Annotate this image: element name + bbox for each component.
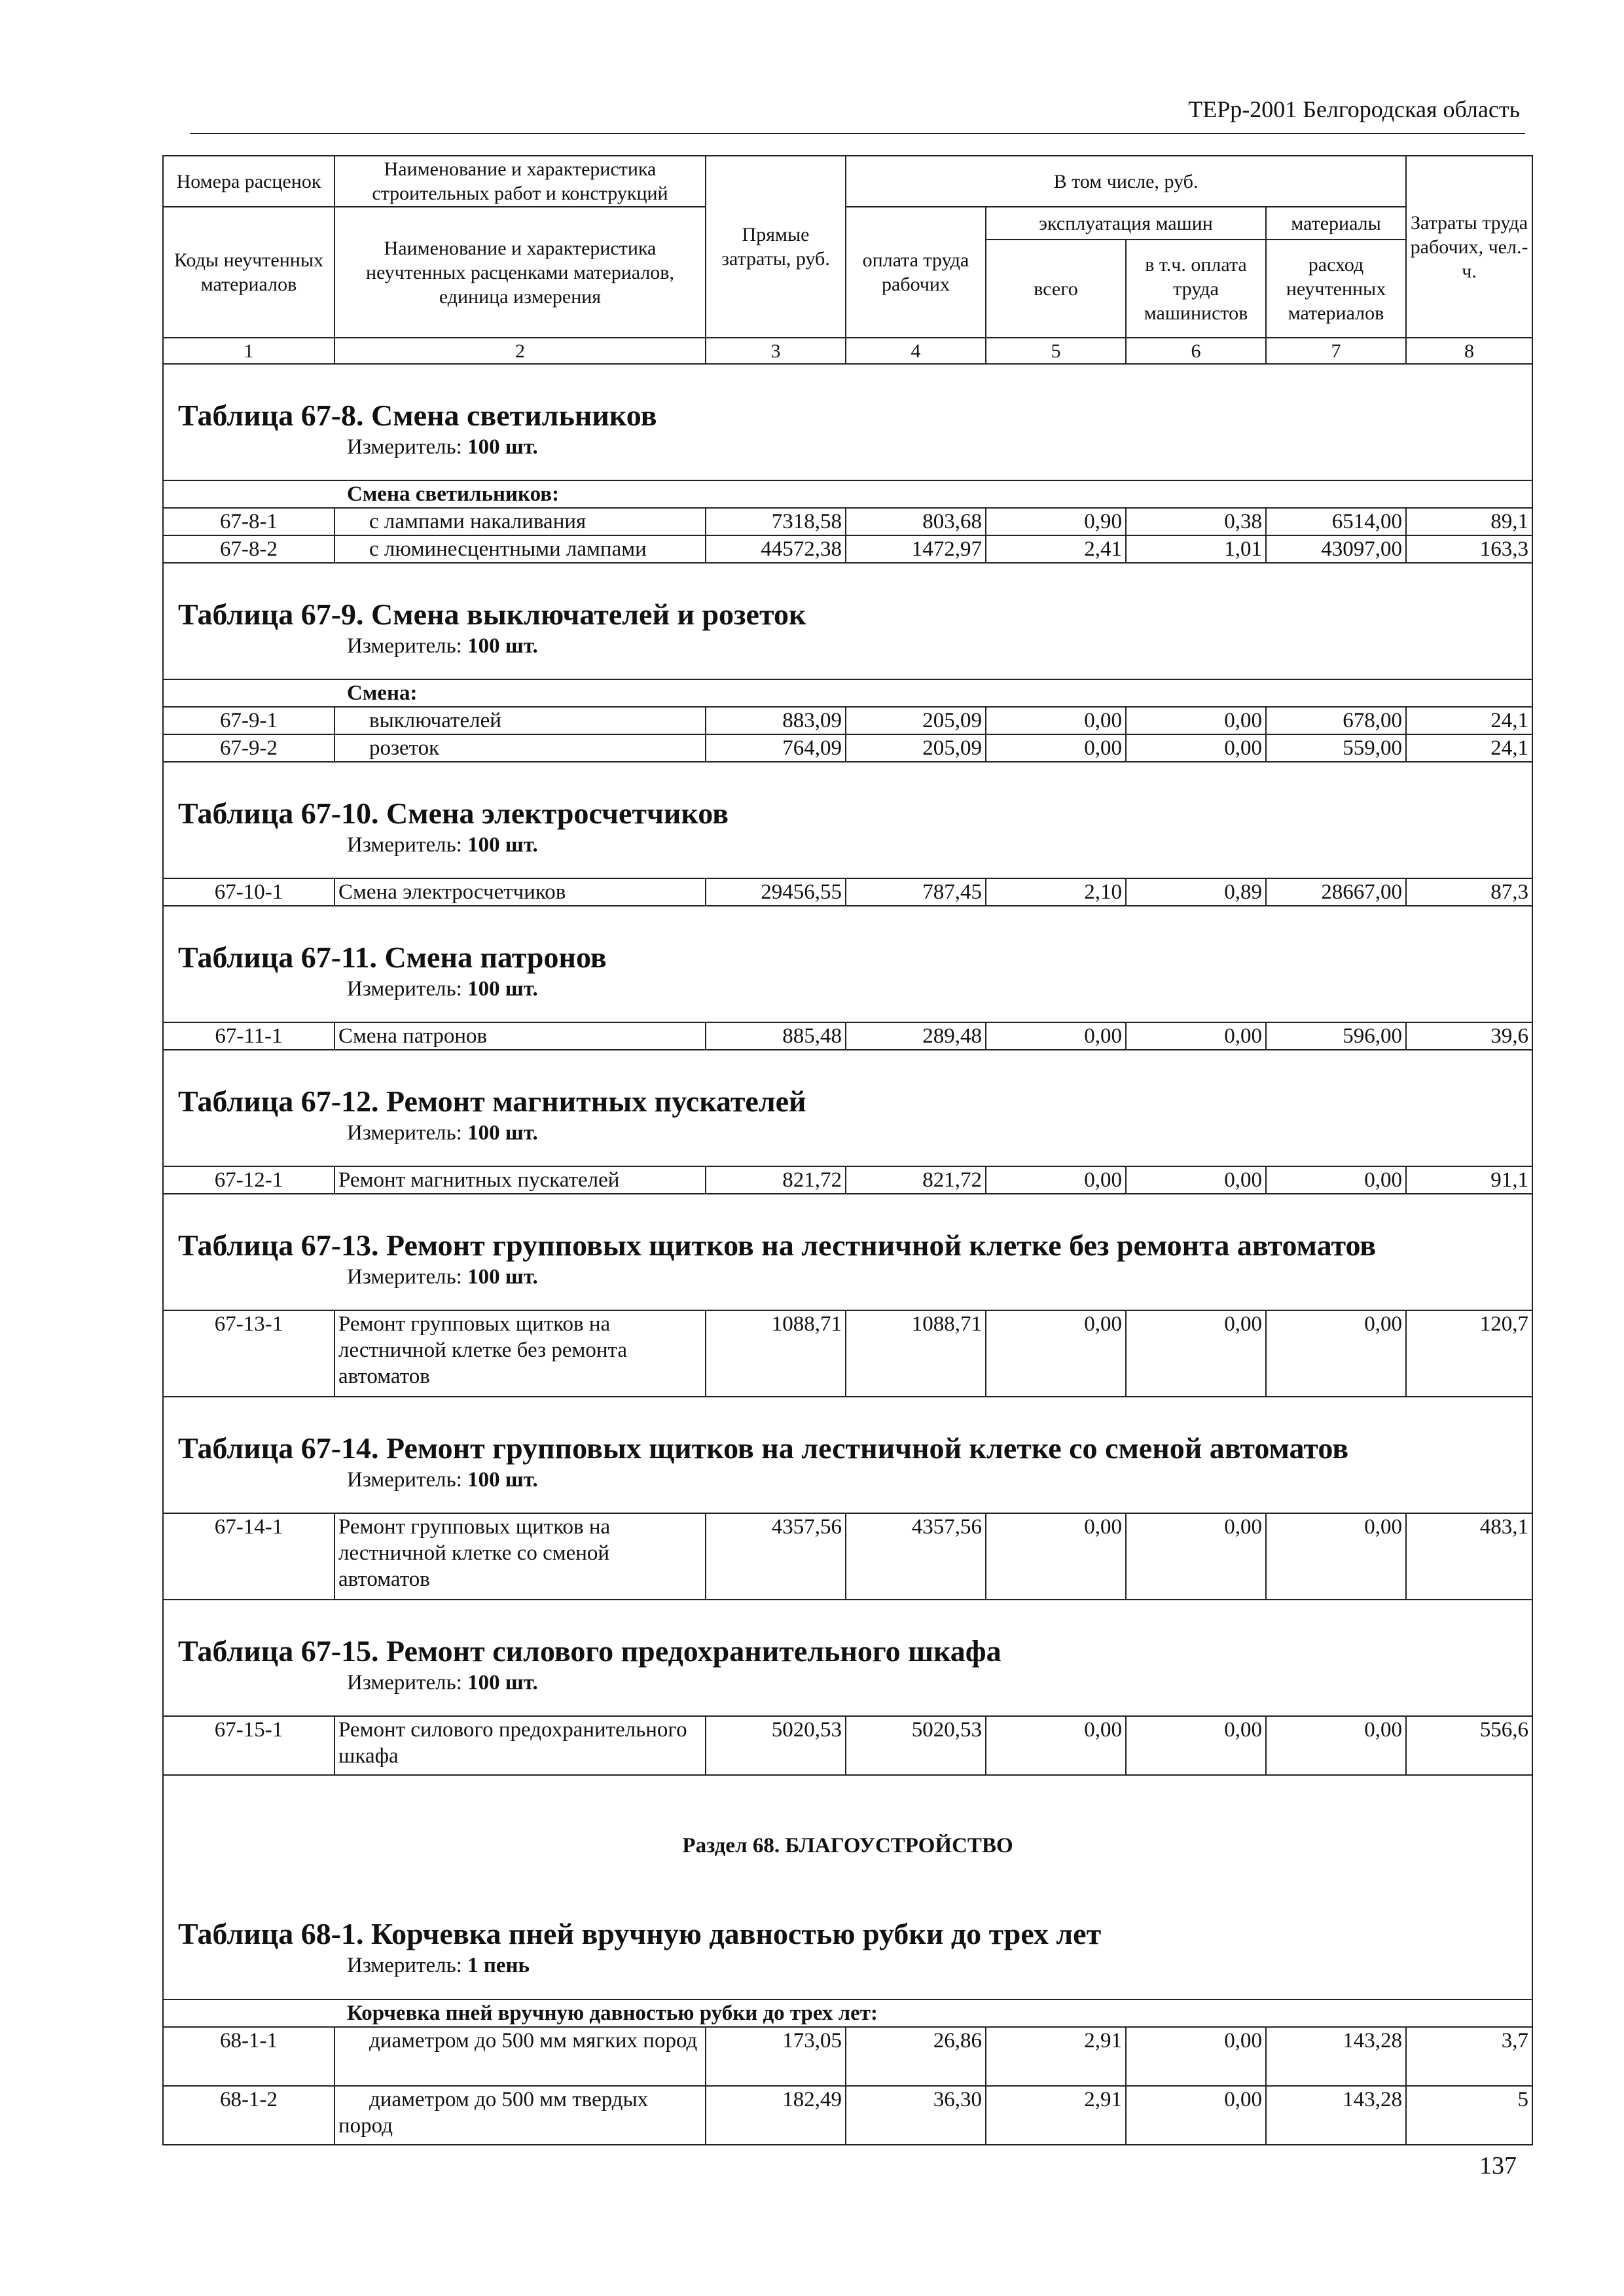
group-label: Корчевка пней вручную давностью рубки до трех лет: <box>163 2000 1532 2027</box>
header-title: ТЕРр-2001 Белгородская область <box>1188 96 1520 122</box>
table-title: Таблица 67-11. Смена патронов <box>178 941 607 974</box>
labor-hours: 91,1 <box>1406 1166 1532 1194</box>
col1-top-header: Номера расценок <box>163 156 334 207</box>
materials-cost: 0,00 <box>1266 1513 1406 1600</box>
running-header <box>190 95 1525 134</box>
machines-header: эксплуатация машин <box>986 207 1266 240</box>
operators-pay: 0,00 <box>1126 1513 1266 1600</box>
section-heading-row <box>163 1916 1532 2000</box>
section-heading <box>163 906 1532 1022</box>
column-number: 2 <box>334 338 706 364</box>
meter-line <box>347 1670 1532 1696</box>
rate-code: 67-12-1 <box>163 1166 334 1194</box>
machines-total: 2,91 <box>986 2027 1126 2086</box>
rate-name: Смена электросчетчиков <box>334 878 706 906</box>
meter-label: Измеритель: <box>347 634 462 658</box>
section-heading <box>163 1916 1532 2000</box>
labor-pay: 205,09 <box>846 734 986 762</box>
meter-line <box>347 832 1532 858</box>
rate-code: 68-1-1 <box>163 2027 334 2086</box>
rate-code: 67-15-1 <box>163 1716 334 1775</box>
meter-label: Измеритель: <box>347 435 462 459</box>
operators-pay: 0,00 <box>1126 1166 1266 1194</box>
rate-name <box>334 2086 706 2145</box>
table-title: Таблица 67-15. Ремонт силового предохранительного шкафа <box>178 1634 1001 1668</box>
labor-pay: 803,68 <box>846 508 986 535</box>
meter-label: Измеритель: <box>347 1468 462 1492</box>
labor-hours: 5 <box>1406 2086 1532 2145</box>
page-number: 137 <box>1479 2152 1517 2179</box>
operators-pay: 0,00 <box>1126 2027 1266 2086</box>
rate-code: 67-8-2 <box>163 535 334 563</box>
table-row <box>163 2027 1532 2086</box>
meter-line <box>347 434 1532 460</box>
labor-pay: 821,72 <box>846 1166 986 1194</box>
col7-header: расход неучтенных материалов <box>1266 240 1406 338</box>
section-heading <box>163 563 1532 679</box>
col5-header: всего <box>986 240 1126 338</box>
table-title: Таблица 67-9. Смена выключателей и розеток <box>178 598 806 631</box>
rate-name: выключателей <box>334 707 706 734</box>
table-row <box>163 508 1532 535</box>
rate-code: 67-8-1 <box>163 508 334 535</box>
rate-code: 68-1-2 <box>163 2086 334 2145</box>
meter-label: Измеритель: <box>347 1954 462 1977</box>
direct-cost: 29456,55 <box>706 878 846 906</box>
col8-header: Затраты труда рабочих, чел.-ч. <box>1406 156 1532 338</box>
rate-name: с люминесцентными лампами <box>334 535 706 563</box>
direct-cost: 885,48 <box>706 1022 846 1050</box>
column-number: 6 <box>1126 338 1266 364</box>
group-row <box>163 480 1532 508</box>
materials-cost: 28667,00 <box>1266 878 1406 906</box>
materials-cost: 596,00 <box>1266 1022 1406 1050</box>
col6-header: в т.ч. оплата труда машинистов <box>1126 240 1266 338</box>
direct-cost: 821,72 <box>706 1166 846 1194</box>
rate-name: Ремонт силового предохранительного шкафа <box>334 1716 706 1775</box>
table-row <box>163 1166 1532 1194</box>
section-heading-row <box>163 563 1532 679</box>
rate-name: Ремонт магнитных пускателей <box>334 1166 706 1194</box>
labor-pay: 205,09 <box>846 707 986 734</box>
section-heading <box>163 1397 1532 1513</box>
materials-cost: 143,28 <box>1266 2027 1406 2086</box>
materials-cost: 559,00 <box>1266 734 1406 762</box>
table-title: Таблица 67-14. Ремонт групповых щитков на лестничной клетке со сменой автоматов <box>178 1431 1349 1465</box>
section-heading-row <box>163 364 1532 480</box>
machines-total: 0,00 <box>986 1310 1126 1397</box>
table-title: Таблица 67-13. Ремонт групповых щитков на лестничной клетке без ремонта автоматов <box>178 1229 1377 1262</box>
rate-name: Смена патронов <box>334 1022 706 1050</box>
machines-total: 0,90 <box>986 508 1126 535</box>
labor-pay: 26,86 <box>846 2027 986 2086</box>
meter-line <box>347 1120 1532 1146</box>
part-title: Раздел 68. БЛАГОУСТРОЙСТВО <box>163 1775 1532 1916</box>
meter-line <box>347 633 1532 659</box>
meter-label: Измеритель: <box>347 1671 462 1695</box>
direct-cost: 883,09 <box>706 707 846 734</box>
labor-hours: 3,7 <box>1406 2027 1532 2086</box>
labor-hours: 483,1 <box>1406 1513 1532 1600</box>
rate-code: 67-13-1 <box>163 1310 334 1397</box>
rate-name <box>334 2027 706 2086</box>
direct-cost: 7318,58 <box>706 508 846 535</box>
materials-cost: 43097,00 <box>1266 535 1406 563</box>
table-row <box>163 1513 1532 1600</box>
table-row <box>163 734 1532 762</box>
column-number: 3 <box>706 338 846 364</box>
labor-hours: 556,6 <box>1406 1716 1532 1775</box>
machines-total: 2,41 <box>986 535 1126 563</box>
rate-name: Ремонт групповых щитков на лестничной клетке со сменой автоматов <box>334 1513 706 1600</box>
column-number: 7 <box>1266 338 1406 364</box>
direct-cost: 44572,38 <box>706 535 846 563</box>
meter-value: 100 шт. <box>467 435 538 459</box>
meter-line <box>347 976 1532 1002</box>
rate-code: 67-14-1 <box>163 1513 334 1600</box>
column-number: 8 <box>1406 338 1532 364</box>
meter-line <box>347 1264 1532 1290</box>
column-number: 1 <box>163 338 334 364</box>
labor-hours: 89,1 <box>1406 508 1532 535</box>
table-title: Таблица 67-12. Ремонт магнитных пускателей <box>178 1085 806 1118</box>
operators-pay: 0,89 <box>1126 878 1266 906</box>
table-row <box>163 878 1532 906</box>
labor-hours: 87,3 <box>1406 878 1532 906</box>
rate-name: розеток <box>334 734 706 762</box>
direct-cost: 5020,53 <box>706 1716 846 1775</box>
labor-hours: 39,6 <box>1406 1022 1532 1050</box>
labor-hours: 120,7 <box>1406 1310 1532 1397</box>
meter-value: 100 шт. <box>467 1121 538 1145</box>
group-row <box>163 2000 1532 2027</box>
table-row <box>163 707 1532 734</box>
labor-hours: 163,3 <box>1406 535 1532 563</box>
group-row <box>163 679 1532 707</box>
section-heading <box>163 1050 1532 1166</box>
direct-cost: 764,09 <box>706 734 846 762</box>
section-heading <box>163 364 1532 480</box>
meter-label: Измеритель: <box>347 977 462 1001</box>
labor-pay: 36,30 <box>846 2086 986 2145</box>
section-heading-row <box>163 1194 1532 1310</box>
machines-total: 0,00 <box>986 1022 1126 1050</box>
labor-pay: 1088,71 <box>846 1310 986 1397</box>
rate-code: 67-10-1 <box>163 878 334 906</box>
labor-hours: 24,1 <box>1406 707 1532 734</box>
column-number: 4 <box>846 338 986 364</box>
including-header: В том числе, руб. <box>846 156 1406 207</box>
materials-cost: 6514,00 <box>1266 508 1406 535</box>
table-row <box>163 2086 1532 2145</box>
materials-cost: 0,00 <box>1266 1310 1406 1397</box>
meter-line <box>347 1467 1532 1493</box>
section-heading-row <box>163 1600 1532 1716</box>
meter-label: Измеритель: <box>347 833 462 857</box>
table-title: Таблица 67-10. Смена электросчетчиков <box>178 797 729 830</box>
materials-cost: 143,28 <box>1266 2086 1406 2145</box>
direct-cost: 173,05 <box>706 2027 846 2086</box>
rate-code: 67-9-1 <box>163 707 334 734</box>
meter-label: Измеритель: <box>347 1121 462 1145</box>
operators-pay: 0,00 <box>1126 707 1266 734</box>
machines-total: 0,00 <box>986 734 1126 762</box>
col2-bottom-header: Наименование и характеристика неучтенных расценками материалов, единица измерения <box>334 207 706 338</box>
direct-cost: 1088,71 <box>706 1310 846 1397</box>
materials-header: материалы <box>1266 207 1406 240</box>
operators-pay: 0,38 <box>1126 508 1266 535</box>
col3-header: Прямые затраты, руб. <box>706 156 846 338</box>
table-title: Таблица 67-8. Смена светильников <box>178 399 657 432</box>
group-label: Смена: <box>163 679 1532 707</box>
materials-cost: 0,00 <box>1266 1166 1406 1194</box>
meter-value: 100 шт. <box>467 634 538 658</box>
rate-name-text: диаметром до 500 мм твердых пород <box>338 2088 649 2138</box>
col4-header: оплата труда рабочих <box>846 207 986 338</box>
direct-cost: 4357,56 <box>706 1513 846 1600</box>
operators-pay: 1,01 <box>1126 535 1266 563</box>
operators-pay: 0,00 <box>1126 734 1266 762</box>
meter-value: 100 шт. <box>467 1468 538 1492</box>
operators-pay: 0,00 <box>1126 1022 1266 1050</box>
table-row <box>163 1310 1532 1397</box>
direct-cost: 182,49 <box>706 2086 846 2145</box>
materials-cost: 0,00 <box>1266 1716 1406 1775</box>
operators-pay: 0,00 <box>1126 2086 1266 2145</box>
labor-pay: 289,48 <box>846 1022 986 1050</box>
meter-label: Измеритель: <box>347 1265 462 1289</box>
meter-value: 100 шт. <box>467 1265 538 1289</box>
table-header <box>163 156 1532 364</box>
machines-total: 0,00 <box>986 707 1126 734</box>
table-row <box>163 1022 1532 1050</box>
meter-value: 1 пень <box>467 1954 530 1977</box>
group-label: Смена светильников: <box>163 480 1532 508</box>
machines-total: 2,10 <box>986 878 1126 906</box>
labor-pay: 787,45 <box>846 878 986 906</box>
meter-value: 100 шт. <box>467 977 538 1001</box>
materials-cost: 678,00 <box>1266 707 1406 734</box>
operators-pay: 0,00 <box>1126 1310 1266 1397</box>
rate-name: с лампами накаливания <box>334 508 706 535</box>
section-heading-row <box>163 762 1532 878</box>
machines-total: 0,00 <box>986 1716 1126 1775</box>
part-heading-row <box>163 1775 1532 1916</box>
machines-total: 0,00 <box>986 1513 1126 1600</box>
rate-name: Ремонт групповых щитков на лестничной клетке без ремонта автоматов <box>334 1310 706 1397</box>
price-table <box>162 155 1533 2145</box>
column-numbers-row <box>163 338 1532 364</box>
section-heading <box>163 1194 1532 1310</box>
col2-top-header: Наименование и характеристика строительных работ и конструкций <box>334 156 706 207</box>
col1-bottom-header: Коды неучтенных материалов <box>163 207 334 338</box>
labor-pay: 5020,53 <box>846 1716 986 1775</box>
table-body <box>163 364 1532 2145</box>
machines-total: 2,91 <box>986 2086 1126 2145</box>
section-heading-row <box>163 1397 1532 1513</box>
table-title: Таблица 68-1. Корчевка пней вручную давностью рубки до трех лет <box>178 1917 1102 1950</box>
section-heading <box>163 762 1532 878</box>
operators-pay: 0,00 <box>1126 1716 1266 1775</box>
section-heading-row <box>163 906 1532 1022</box>
meter-line <box>347 1952 1532 1979</box>
machines-total: 0,00 <box>986 1166 1126 1194</box>
rate-code: 67-11-1 <box>163 1022 334 1050</box>
section-heading <box>163 1600 1532 1716</box>
rate-code: 67-9-2 <box>163 734 334 762</box>
rate-name-text: диаметром до 500 мм мягких пород <box>369 2029 698 2053</box>
meter-value: 100 шт. <box>467 1671 538 1695</box>
meter-value: 100 шт. <box>467 833 538 857</box>
table-row <box>163 535 1532 563</box>
section-heading-row <box>163 1050 1532 1166</box>
column-number: 5 <box>986 338 1126 364</box>
table-row <box>163 1716 1532 1775</box>
labor-pay: 4357,56 <box>846 1513 986 1600</box>
labor-hours: 24,1 <box>1406 734 1532 762</box>
labor-pay: 1472,97 <box>846 535 986 563</box>
